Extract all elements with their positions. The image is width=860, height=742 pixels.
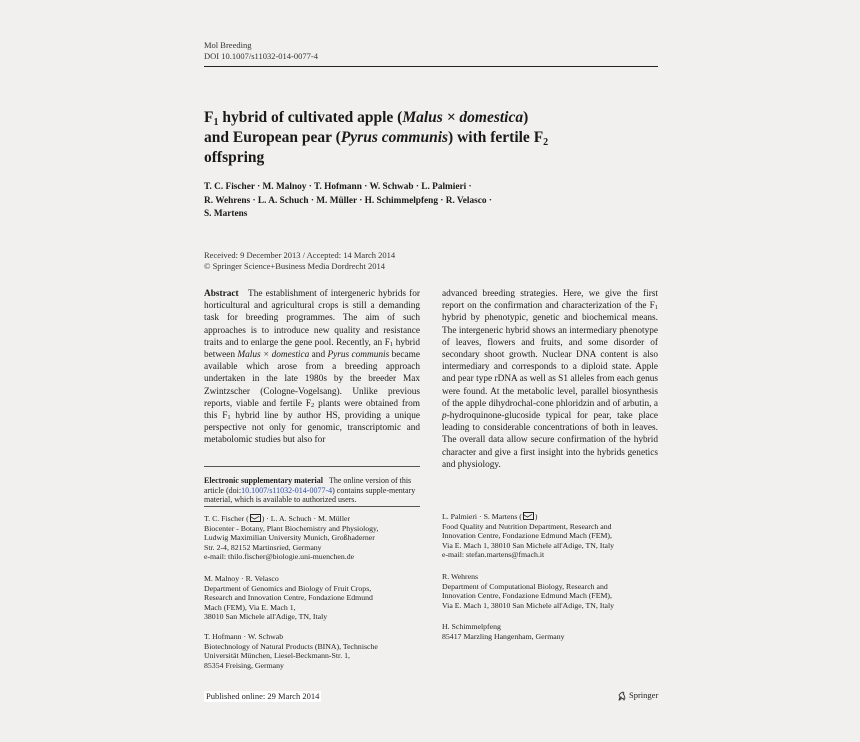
abstract-column-right: advanced breeding strategies. Here, we give the first report on the confirmation and characterization of the $F_1$ hybrid by phenotypic, genetic and biochemical means. The intergeneric hybrid shows an intermediary phenotype of leaves, flowers and fruits, and some disorder of secondary shoot growth. Nuclear DNA content is also intermediary and corresponds to a diploid state. Apple and pear type rDNA as well as S1 alleles from each genus were found. At the metabolic level, parallel biosynthesis of the apple dihydrochal-cone phloridzin and of arbutin, a p-hydroquinone-glucoside typical for pear, take place leading to considerable concentrations of both in leaves. The overall data allow secure confirmation of the hybrid character and give a first insight into the hybrids genetics and physiology. <box>442 289 658 470</box>
journal-name: Mol Breeding <box>204 40 252 50</box>
email-address[interactable]: e-mail: stefan.martens@fmach.it <box>442 550 545 559</box>
springer-horse-icon <box>617 691 627 701</box>
author-line: T. C. Fischer · M. Malnoy · T. Hofmann · W. Schwab · L. Palmieri · <box>204 182 472 192</box>
springer-logo <box>617 690 658 701</box>
abstract-column-left: Abstract The establishment of intergeneric hybrids for horticultural and agricultural crops is still a demanding task for breeding programmes. The aim of such approaches is to introduce new quality and resistance traits and to enlarge the gene pool. Recently, an $F_1$ hybrid between Malus × domestica and Pyrus communis became available which arose from a breeding approach undertaken in the late 1980s by the breeder Max Zwintzscher (Cologne-Vogelsang). Unlike previous reports, viable and fertile $F_2$ plants were obtained from this $F_1$ hybrid line by author HS, providing a unique perspective not only for genomic, transcriptomic and metabolomic studies but also for <box>204 289 420 446</box>
received-accepted: Received: 9 December 2013 / Accepted: 14 March 2014 <box>204 250 396 260</box>
copyright: © Springer Science+Business Media Dordrecht 2014 <box>204 261 385 271</box>
author-line: S. Martens <box>204 209 248 219</box>
email-envelope-icon[interactable] <box>523 512 534 520</box>
abstract-label: Abstract <box>204 289 239 299</box>
publisher-name: Springer <box>629 690 659 700</box>
published-online: Published online: 29 March 2014 <box>206 691 320 701</box>
affiliation-rule <box>204 506 420 507</box>
doi-line: DOI 10.1007/s11032-014-0077-4 <box>204 51 318 61</box>
article-dates <box>204 250 395 272</box>
affiliation-block: T. Hofmann · W. Schwab Biotechnology of Natural Products (BINA), Technische Universität München, Liesel-Beckmann-Str. 1, 85354 Freising, Germany <box>204 632 378 670</box>
email-envelope-icon[interactable] <box>250 514 261 522</box>
supplementary-doi-link[interactable]: 10.1007/s11032-014-0077-4 <box>241 485 333 495</box>
article-title: $F_1$ hybrid of cultivated apple (Malus × domestica) and European pear (Pyrus communis) with fertile $F_2$ offspring <box>204 109 549 166</box>
email-address[interactable]: e-mail: thilo.fischer@biologie.uni-muenchen.de <box>204 552 355 561</box>
esm-rule <box>204 466 420 467</box>
affiliation-block: M. Malnoy · R. Velasco Department of Genomics and Biology of Fruit Crops, Research and Innovation Centre, Fondazione Edmund Mach (FEM), Via E. Mach 1, 38010 San Michele all'Adige, TN, Italy <box>204 574 373 621</box>
author-line: R. Wehrens · L. A. Schuch · M. Müller · H. Schimmelpfeng · R. Velasco · <box>204 195 492 206</box>
affiliation-block: L. Palmieri · S. Martens ( ) Food Quality and Nutrition Department, Research and Innovation Centre, Fondazione Edmund Mach (FEM), Via E. Mach 1, 38010 San Michele all'Adige, TN, Italy e-mail: stefan.martens@fmach.it <box>442 512 660 560</box>
supplementary-note: Electronic supplementary material The online version of this article (doi:10.1007/s11032-014-0077-4) contains supple-mentary material, which is available to authorized users. <box>204 476 416 505</box>
affiliation-block: R. Wehrens Department of Computational Biology, Research and Innovation Centre, Fondazione Edmund Mach (FEM), Via E. Mach 1, 38010 San Michele all'Adige, TN, Italy <box>442 572 615 610</box>
header-rule <box>204 66 658 67</box>
affiliation-block: H. Schimmelpfeng 85417 Marzling Hangenham, Germany <box>442 622 565 641</box>
journal-header <box>204 40 318 62</box>
author-list <box>204 181 654 222</box>
affiliation-block: T. C. Fischer ( ) · L. A. Schuch · M. Müller Biocenter - Botany, Plant Biochemistry and Physiology, Ludwig Maximilian University Munich, Großhaderner Str. 2-4, 82152 Martinsried, Germany e-mail: thilo.fischer@biologie.uni-muenchen.de <box>204 514 424 562</box>
